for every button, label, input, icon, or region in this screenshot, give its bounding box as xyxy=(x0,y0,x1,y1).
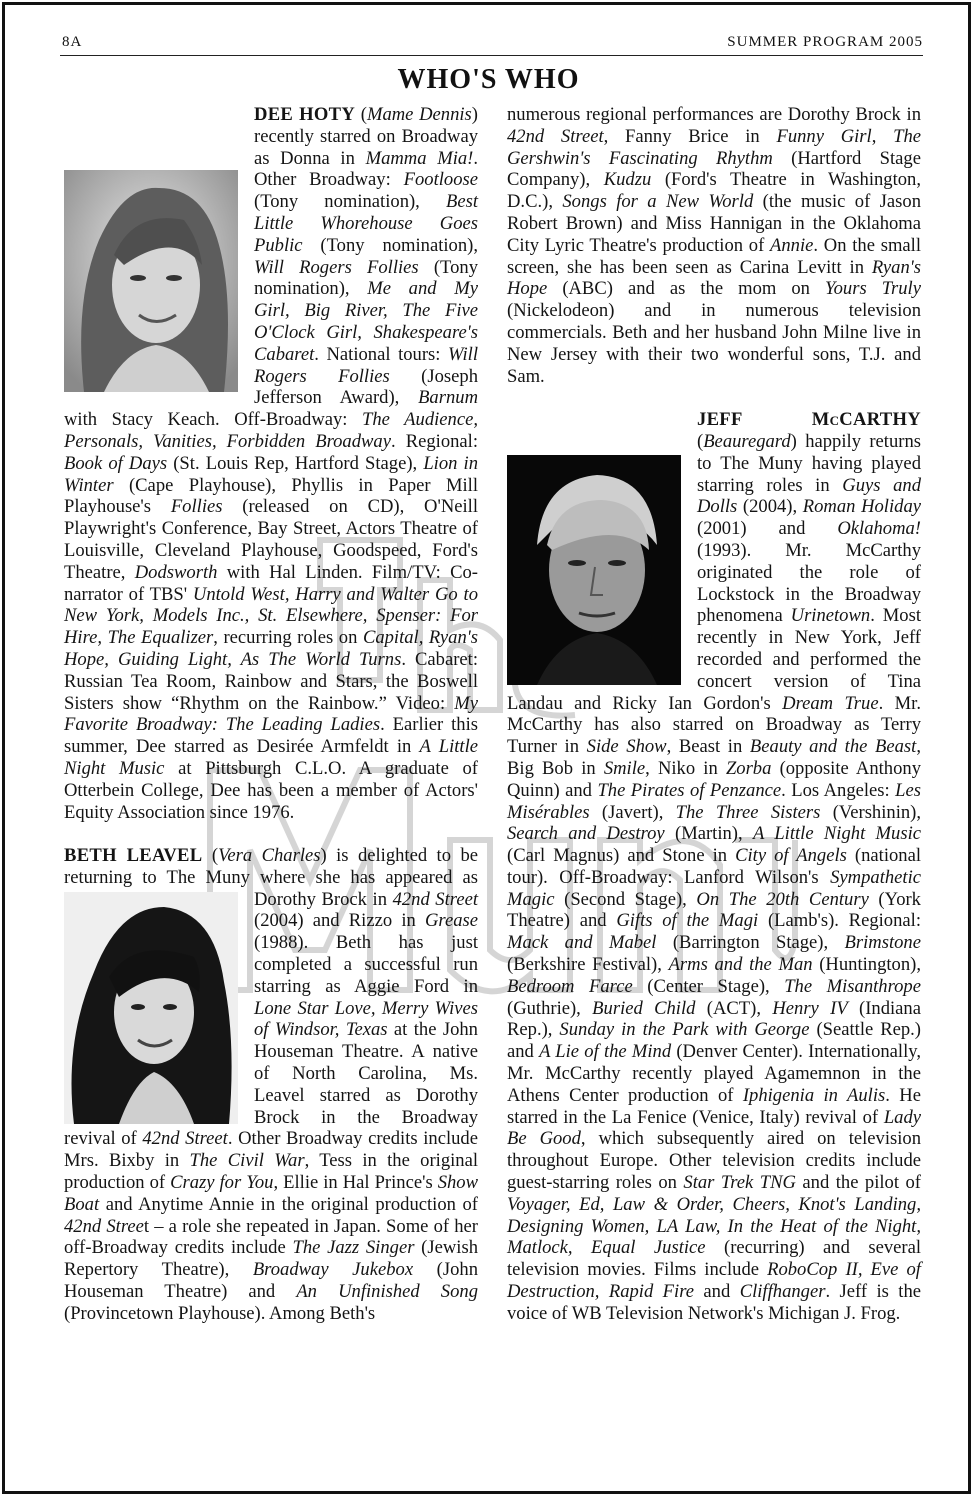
page-title: WHO'S WHO xyxy=(397,64,580,95)
right-column xyxy=(507,104,921,1325)
left-column xyxy=(64,104,478,1325)
beth-leavel-headshot xyxy=(64,892,238,1124)
photo-dee-hoty xyxy=(64,170,244,392)
header-rule xyxy=(60,55,923,56)
bio-role-leavel: Vera Charles xyxy=(218,845,321,867)
bio-role-hoty: Mame Dennis xyxy=(366,104,472,125)
bio-dee-hoty: DEE HOTY (Mame Dennis) recently starred on Broadway as Donna in Mamma Mia!. Other Broadway: Footloose (Tony nomination), Best Little Whorehouse Goes Public (Tony nomination), Will Rogers Follies (Tony nomination), Me and My Girl, Big River, The Five O'Clock Girl, Shakespeare's Cabaret. National tours: Will Rogers Follies (Joseph Jefferson Award), Barnum with Stacy Keach. Off-Broadway: The Audience, Personals, Vanities, Forbidden Broadway. Regional: Book of Days (St. Louis Rep, Hartford Stage), Lion in Winter (Cape Playhouse), Phyllis in Paper Mill Playhouse's Follies (released on CD), O'Neill Playwright's Conference, Bay Street, Actors Theatre of Louisville, Cleveland Playhouse, Goodspeed, Ford's Theatre, Dodsworth with Hal Linden. Film/TV: Co-narrator of TBS' Untold West, Harry and Walter Go to New York, Models Inc., St. Elsewhere, Spenser: For Hire, The Equalizer, recurring roles on Capital, Ryan's Hope, Guiding Light, As The World Turns. Cabaret: Russian Tea Room, Rainbow and Stars, the Boswell Sisters show “Rhythm on the Rainbow.” Video: My Favorite Broadway: The Leading Ladies. Earlier this summer, Dee starred as Desirée Armfeldt in A Little Night Music at Pittsburgh C.L.O. A graduate of Otterbein College, Dee has been a member of Actors' Equity Association since 1976. xyxy=(64,104,479,823)
bio-beth-leavel-continued: numerous regional performances are Dorothy Brock in 42nd Street, Fanny Brice in Funny Girl, The Gershwin's Fascinating Rhythm (Hartford Stage Company), Kudzu (Ford's Theatre in Washington, D.C.), Songs for a New World (the music of Jason Robert Brown) and Miss Hannigan in the Oklahoma City Lyric Theatre's production of Annie. On the small screen, she has been seen as Carina Levitt in Ryan's Hope (ABC) and as the mom on Yours Truly (Nickelodeon) and in numerous television commercials. Beth and her husband John Milne live in New Jersey with their two wonderful sons, T.J. and Sam. xyxy=(507,104,921,387)
program-title: SUMMER PROGRAM 2005 xyxy=(727,34,923,50)
bio-name-leavel: BETH LEAVEL xyxy=(64,845,203,867)
bio-name-mccarthy: JEFF McCARTHY xyxy=(697,409,921,431)
bio-jeff-mccarthy: JEFF McCARTHY (Beauregard) happily returns to The Muny having played starring roles in Guys and Dolls (2004), Roman Holiday (2001) and Oklahoma! (1993). Mr. McCarthy originated the role of Lockstock in the Broadway phenomena Urinetown. Most recently in New York, Jeff recorded and performed the concert version of Tina Landau and Ricky Ian Gordon's Dream True. Mr. McCarthy has also starred on Broadway as Terry Turner in Side Show, Beast in Beauty and the Beast, Big Bob in Smile, Niko in Zorba (opposite Anthony Quinn) and The Pirates of Penzance. Los Angeles: Les Misérables (Javert), The Three Sisters (Vershinin), Search and Destroy (Martin), A Little Night Music (Carl Magnus) and Stone in City of Angels (national tour). Off-Broadway: Lanford Wilson's Sympathetic Magic (Second Stage), On The 20th Century (York Theatre) and Gifts of the Magi (Lamb's). Regional: Mack and Mabel (Barrington Stage), Brimstone (Berkshire Festival), Arms and the Man (Huntington), Bedroom Farce (Center Stage), The Misanthrope (Guthrie), Buried Child (ACT), Henry IV (Indiana Rep.), Sunday in the Park with George (Seattle Rep.) and A Lie of the Mind (Denver Center). Internationally, Mr. McCarthy recently played Agamemnon in the Athens Center production of Iphigenia in Aulis. He starred in the La Fenice (Venice, Italy) revival of Lady Be Good, which subsequently aired on television throughout Europe. Other television credits include guest-starring roles on Star Trek TNG and the pilot of Voyager, Ed, Law & Order, Cheers, Knot's Landing, Designing Women, LA Law, In the Heat of the Night, Matlock, Equal Justice (recurring) and several television movies. Films include RoboCop II, Eve of Destruction, Rapid Fire and Cliffhanger. Jeff is the voice of WB Television Network's Michigan J. Frog. xyxy=(507,409,922,1324)
page-number: 8A xyxy=(62,34,83,50)
bio-name-hoty: DEE HOTY xyxy=(254,104,356,125)
bio-role-mccarthy: Beauregard xyxy=(703,430,791,452)
photo-jeff-mccarthy xyxy=(507,455,687,685)
jeff-mccarthy-headshot xyxy=(507,455,681,685)
photo-beth-leavel xyxy=(64,892,244,1124)
bio-beth-leavel: BETH LEAVEL (Vera Charles) is delighted to be returning to The Muny where she has appeared as Dorothy Brock in 42nd Street (2004) and Rizzo in Grease (1988). Beth has just completed a successful run starring as Aggie Ford in Lone Star Love, Merry Wives of Windsor, Texas at the John Houseman Theatre. A native of North Carolina, Ms. Leavel starred as Dorothy Brock in the Broadway revival of 42nd Street. Other Broadway credits include Mrs. Bixby in The Civil War, Tess in the original production of Crazy for You, Ellie in Hal Prince's Show Boat and Anytime Annie in the original production of 42nd Street – a role she repeated in Japan. Some of her off-Broadway credits include The Jazz Singer (Jewish Repertory Theatre), Broadway Jukebox (John Houseman Theatre) and An Unfinished Song (Provincetown Playhouse). Among Beth's xyxy=(64,845,479,1324)
dee-hoty-headshot xyxy=(64,170,238,392)
